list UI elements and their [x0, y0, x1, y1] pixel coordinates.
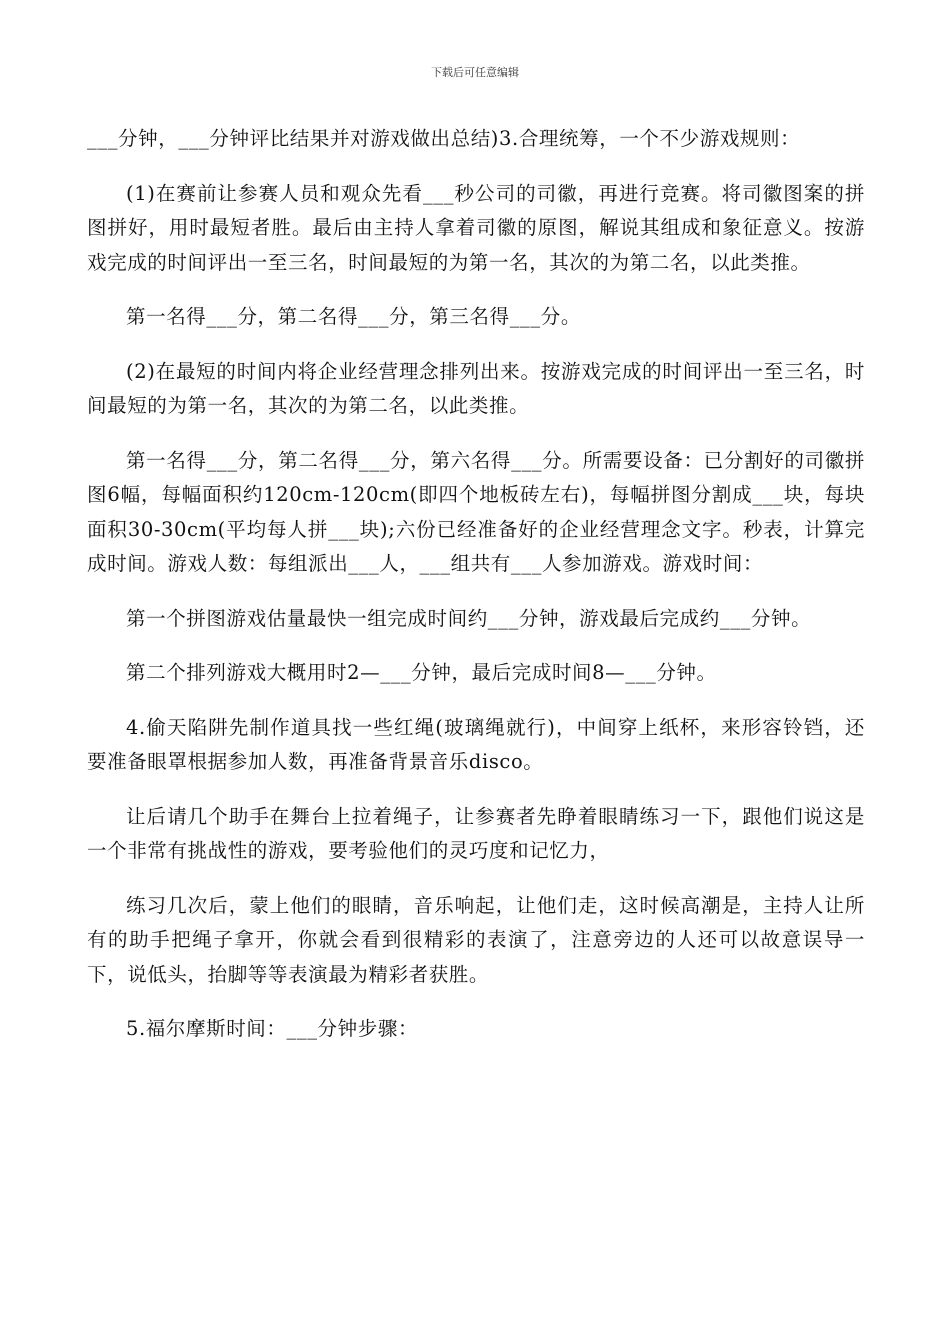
paragraph-time-puzzle: 第一个拼图游戏估量最快一组完成时间约___分钟，游戏最后完成约___分钟。 [126, 606, 812, 630]
paragraph-time-arrange: 第二个排列游戏大概用时2—___分钟，最后完成时间8—___分钟。 [126, 661, 717, 684]
paragraph-game-5: 5.福尔摩斯时间：___分钟步骤： [126, 1017, 419, 1040]
paragraph-rule-2: (2)在最短的时间内将企业经营理念排列出来。按游戏完成的时间评出一至三名，时间最短的为第一名，其次的为第二名，以此类推。 [87, 359, 865, 417]
page-header-note: 下载后可任意编辑 [431, 66, 519, 79]
paragraph-equipment: 第一名得___分，第二名得___分，第六名得___分。所需要设备：已分割好的司徽拼图6幅，每幅面积约120cm-120cm(即四个地板砖左右)，每幅拼图分割成___块，每块面积30-30cm(平均每人拼___块);六份已经准备好的企业经营理念文字。秒表，计算完成时间。游戏人数：每组派出___人，___组共有___人参加游戏。游戏时间： [87, 448, 865, 575]
paragraph-rule-1: (1)在赛前让参赛人员和观众先看___秒公司的司徽，再进行竞赛。将司徽图案的拼图拼好，用时最短者胜。最后由主持人拿着司徽的原图，解说其组成和象征意义。按游戏完成的时间评出一至三名，时间最短的为第一名，其次的为第二名，以此类推。 [87, 181, 865, 274]
paragraph-continuation: ___分钟，___分钟评比结果并对游戏做出总结)3.合理统筹，一个不少游戏规则： [87, 127, 801, 150]
paragraph-game-4-practice: 让后请几个助手在舞台上拉着绳子，让参赛者先睁着眼睛练习一下，跟他们说这是一个非常有挑战性的游戏，要考验他们的灵巧度和记忆力， [87, 804, 865, 862]
paragraph-scores-1: 第一名得___分，第二名得___分，第三名得___分。 [126, 305, 581, 328]
document-body [87, 122, 865, 1067]
paragraph-game-4-climax: 练习几次后，蒙上他们的眼睛，音乐响起，让他们走，这时候高潮是，主持人让所有的助手把绳子拿开，你就会看到很精彩的表演了，注意旁边的人还可以故意误导一下，说低头，抬脚等等表演最为精彩者获胜。 [87, 893, 865, 986]
paragraph-game-4: 4.偷天陷阱先制作道具找一些红绳(玻璃绳就行)，中间穿上纸杯，来形容铃铛，还要准备眼罩根据参加人数，再准备背景音乐disco。 [87, 715, 865, 773]
